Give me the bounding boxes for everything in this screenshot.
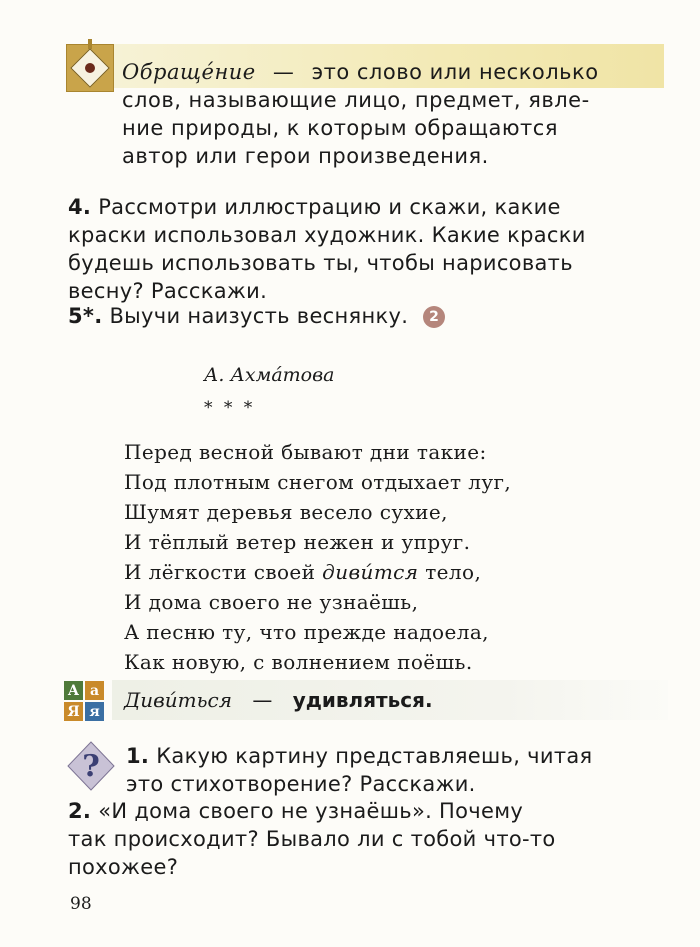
task-number: 4.: [68, 195, 92, 219]
page-number: 98: [70, 894, 92, 914]
vocabulary-term: Диви́ться: [124, 688, 232, 712]
poem-line: И дома своего не узнаёшь,: [124, 590, 419, 614]
poem-line: И тёплый ветер нежен и упруг.: [124, 530, 471, 554]
question-icon: [66, 740, 116, 792]
question-1: 1. Какую картину представляешь, читая это стихотворение? Расскажи.: [126, 744, 593, 796]
poem-line: Шумят деревья весело сухие,: [124, 500, 448, 524]
dictionary-icon: А а Я я: [64, 681, 106, 723]
task-4: 4. Рассмотри иллюстрацию и скажи, какие краски использовал художник. Какие краски будешь использовать ты, чтобы нарисовать весну? Расскажи.: [68, 195, 586, 303]
question-2: 2. «И дома своего не узнаёшь». Почему так происходит? Бывало ли с тобой что-то похожее?: [68, 799, 556, 879]
audio-track-badge: 2: [423, 306, 445, 328]
question-number: 2.: [68, 799, 92, 823]
poem-author: А. Ахма́това: [204, 364, 335, 386]
svg-text:?: ?: [82, 749, 100, 784]
poem-line: Под плотным снегом отдыхает луг,: [124, 470, 512, 494]
task-number: 5*.: [68, 304, 103, 328]
definition-icon: [66, 44, 114, 92]
question-number: 1.: [126, 744, 150, 768]
poem-line: Перед весной бывают дни такие:: [124, 440, 487, 464]
poem-line: А песню ту, что прежде надоела,: [124, 620, 489, 644]
poem-line: Как новую, с волнением поёшь.: [124, 650, 473, 674]
definition-text: Обраще́ние — это слово или несколько слов, называющие лицо, предмет, явле- ние природы, к которым обращаются автор или герои произведения.: [122, 60, 599, 168]
task-5: 5*. Выучи наизусть веснянку. 2: [68, 302, 664, 330]
poem-line: И лёгкости своей диви́тся тело,: [124, 560, 482, 584]
vocabulary-entry: Диви́ться — удивляться.: [124, 688, 433, 712]
definition-term: Обраще́ние: [122, 60, 256, 84]
vocabulary-meaning: удивляться.: [292, 688, 433, 712]
poem-body: [124, 437, 511, 677]
poem-stars: * * *: [204, 398, 256, 418]
